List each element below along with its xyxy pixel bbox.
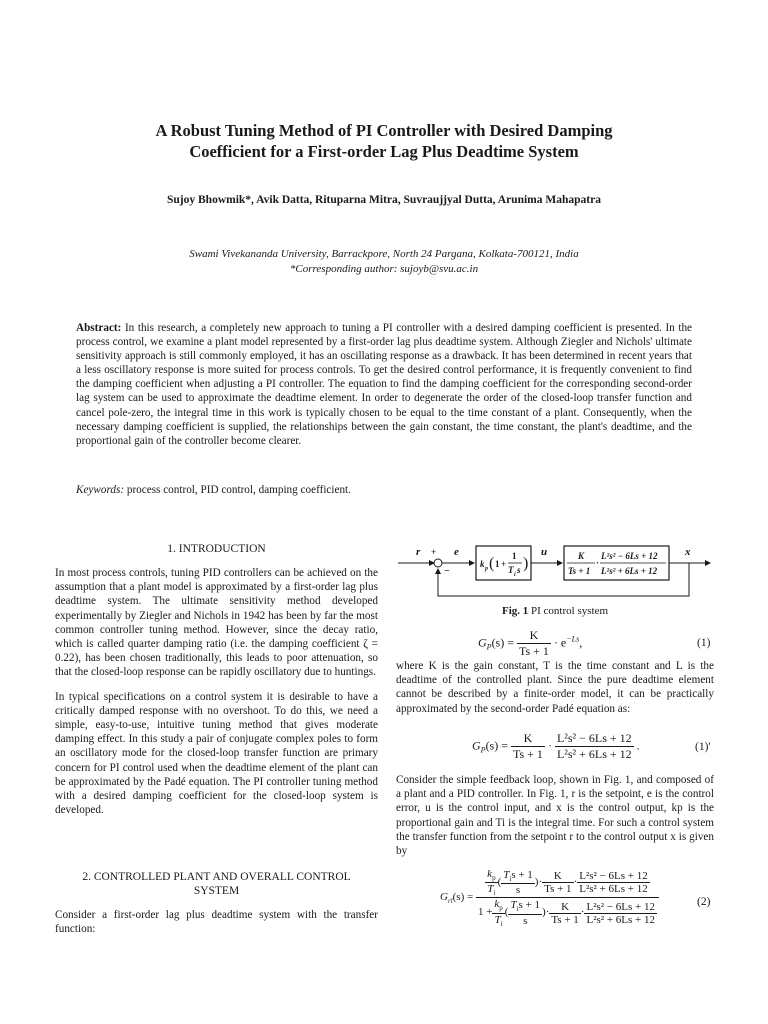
- pi-den-sub: i: [514, 572, 516, 578]
- eq2-den-pade-num: L²s² − 6Ls + 12: [586, 900, 655, 913]
- eq1p-fraction-1: [511, 731, 545, 762]
- eq2-den-k: K: [549, 901, 580, 914]
- pi-kp-sub: p: [485, 566, 488, 572]
- figure-label: Fig. 1: [501, 605, 529, 617]
- eq2-pade: [577, 870, 650, 895]
- eq2-lhs-sub: rl: [447, 896, 453, 905]
- eq2-arg: (s) =: [452, 890, 474, 903]
- eq1-lhs-sub: P: [486, 642, 492, 652]
- label-u: u: [541, 546, 548, 558]
- eq1-exp-sup: −Ls: [566, 634, 580, 644]
- plant-k: K: [578, 551, 585, 561]
- pi-den: T: [508, 565, 514, 575]
- eq2-den-kp-sub: p: [499, 904, 503, 913]
- eq1p-num2: L²s² − 6Ls + 12: [556, 731, 632, 745]
- eq1p-num1: K: [511, 731, 545, 747]
- eq1-tail: ,: [579, 635, 583, 650]
- title-line-1: A Robust Tuning Method of PI Controller with Desired Damping: [155, 121, 613, 140]
- eq2-kp-over-ti: [485, 868, 497, 897]
- paper-title: [60, 120, 708, 162]
- label-x: x: [685, 546, 691, 558]
- svg-text:·: ·: [596, 558, 600, 568]
- svg-text:(: (: [489, 555, 495, 572]
- eq1-number: (1): [697, 637, 711, 649]
- eq1-num: K: [517, 628, 551, 644]
- eq2-den-ti: T: [494, 913, 501, 926]
- eq2-kp: k: [487, 868, 493, 880]
- eq2-denominator: 1 + $\frac{k_p}{T_i}$ ( $\frac{T_is + 1}{s}$ )· $\frac{K}{Ts + 1}$ · $\frac{\text{L²s² − 6Ls + 12}}{\text{L²s² + 6Ls + 12}}$: [477, 898, 655, 928]
- eq1p-den2: L²s² + 6Ls + 12: [556, 747, 632, 761]
- eq2-number: (2): [697, 896, 711, 908]
- keywords-label: Keywords:: [76, 484, 125, 496]
- figure-caption-text: PI control system: [531, 605, 609, 617]
- eq2-den-paren-den: s: [523, 914, 528, 927]
- abstract-label: Abstract:: [76, 322, 122, 334]
- section-1-paragraph-1: In most process controls, tuning PID controllers can be achieved on the assumption that a plant model is approximated by a first-order lag plus deadtime system. The ultimate sensitivity method developed experimentally by Ziegler and Nichols in 1942 has been by far the most common controller tuning method. However, since the decay ratio, which is called quarter damping ratio (i.e. the damping coefficient ζ = 0.22), has been chosen traditionally, this leads to poor attenuation, so that the closed-loop response can be rapidly oscillatory due to huntings.: [55, 567, 378, 679]
- eq1-arg: (s) =: [491, 635, 514, 650]
- eq2-den-ts: Ts + 1: [551, 913, 579, 926]
- pi-control-block-diagram: [396, 538, 714, 602]
- title-line-2: Coefficient for a First-order Lag Plus Deadtime System: [189, 142, 579, 161]
- eq2-den-paren-t: T: [510, 899, 517, 912]
- svg-text:): ): [523, 555, 529, 572]
- eq1p-fraction-2: [555, 731, 634, 762]
- eq2-den-kp-over-ti: [492, 898, 504, 927]
- section-2-heading: [55, 870, 378, 898]
- eq1p-lhs-sub: P: [480, 745, 486, 755]
- section-2-paragraph-1: Consider a first-order lag plus deadtime system with the transfer function:: [55, 909, 378, 936]
- label-r: r: [416, 546, 421, 558]
- keywords: [76, 484, 692, 496]
- minus-sign: −: [444, 566, 450, 577]
- section-1-paragraph-2: In typical specifications on a control system it is desirable to have a critically damped response with no overshoot. To do this, we need a simple, easy-to-use, intuitive tuning method that gives moderate damping effect. In this study a pair of conjugate complex poles to form an oscillatory mode for the closed-loop transfer function are primary concern for PI control used when the deadtime element of the plant can be approximated by the Padé equation. The PI controller tuning method with a desired damping coefficient for the closed-loop system is developed.: [55, 690, 378, 817]
- eq2-den-pade: [584, 901, 657, 926]
- section-1-body: [55, 566, 378, 817]
- eq2-den-pade-den: L²s² + 6Ls + 12: [586, 913, 655, 926]
- abstract-text: In this research, a completely new approach to tuning a PI controller with a desired damping coefficient is presented. In the process control, we examine a plant model represented by a first-order lag plus deadtime system. Although Ziegler and Nichols' ultimate sensitivity approach is still commonly employed, it has an oscillating response as a drawback. It has been determined in recent years that a less oscillatory response is more suited for process controls. To get the desired control performance, it is frequently convenient to find the damping coefficient when adjusting a PI controller. The equation to find the damping coefficient for the corresponding second-order lag system can be used to approximate the deadtime element. In order to degenerate the order of the closed-loop transfer function and cancel pole-zero, the integral time in this work is typically chosen to be equal to the time constant of a plant. Consequently, when the necessary damping coefficient is supplied, the relationships between the gain constant, the time constant, the plant's deadtime, and the proportional gain of the controller become clearer.: [76, 322, 692, 447]
- eq1-lhs: G: [478, 635, 487, 650]
- eq1p-number: (1)': [695, 741, 711, 753]
- plus-sign: +: [431, 547, 437, 557]
- eq2-lhs: G: [440, 890, 448, 903]
- authors: Sujoy Bhowmik*, Avik Datta, Rituparna Mitra, Suvraujjyal Dutta, Arunima Mahapatra: [167, 194, 601, 206]
- eq2-paren-tail: s + 1: [511, 869, 533, 882]
- eq2-den-plant-k: [549, 901, 580, 926]
- pi-plus: +: [501, 559, 507, 569]
- label-e: e: [454, 546, 459, 558]
- plant-pade-num: L²s² − 6Ls + 12: [601, 551, 658, 561]
- eq1-exp: · e: [553, 635, 567, 650]
- pi-den-s: s: [517, 565, 521, 575]
- eq2-den-ti-sub: i: [500, 919, 503, 928]
- eq2-den-paren-tail: s + 1: [518, 899, 541, 912]
- affiliation-block: [60, 247, 708, 277]
- eq2-den-paren-t-sub: i: [516, 905, 519, 914]
- eq2-paren-den: s: [515, 884, 521, 897]
- eq2-k: K: [542, 870, 573, 883]
- section-2-heading-line-1: 2. CONTROLLED PLANT AND OVERALL CONTROL: [82, 871, 351, 883]
- eq1-fraction: [517, 628, 551, 659]
- section-2-heading-line-2: SYSTEM: [193, 885, 240, 897]
- eq2-ti-sub: i: [493, 889, 496, 898]
- eq2-kp-sub: p: [492, 874, 496, 883]
- eq2-den-kp: k: [494, 898, 500, 911]
- affiliation: Swami Vivekananda University, Barrackpore, North 24 Pargana, Kolkata-700121, India: [189, 248, 579, 260]
- eq1p-arg: (s) =: [485, 738, 508, 753]
- equation-2: [440, 868, 659, 928]
- eq2-plant-k: [542, 870, 573, 895]
- eq2-numerator: $\frac{k_p}{T_i}$ ( $\frac{T_is + 1}{s}$ )· $\frac{K}{Ts + 1}$ · $\frac{\text{L²s² − 6Ls + 12}}{\text{L²s² + 6Ls + 12}}$: [476, 868, 659, 898]
- eq2-pade-den: L²s² + 6Ls + 12: [579, 883, 648, 896]
- eq1p-den1: Ts + 1: [513, 747, 543, 761]
- paragraph-after-eq1-prime: Consider the simple feedback loop, shown in Fig. 1, and composed of a plant and a PID controller. In Fig. 1, r is the setpoint, e is the control error, u is the control input, and x is the control output, kp is the proportional gain and Ti is the integral time. For such a control system the transfer function from the setpoint r to the control output x is given by: [396, 774, 714, 858]
- eq2-paren-t-sub: i: [509, 875, 512, 884]
- pi-one: 1: [495, 559, 500, 569]
- abstract: [76, 321, 692, 448]
- keywords-text: process control, PID control, damping coefficient.: [126, 484, 351, 496]
- eq2-paren-fraction: [501, 869, 535, 896]
- summing-junction: [434, 559, 442, 567]
- eq1-den: Ts + 1: [519, 644, 549, 658]
- eq2-ti: T: [487, 883, 494, 896]
- eq2-pade-num: L²s² − 6Ls + 12: [579, 870, 648, 883]
- eq1p-lhs: G: [472, 738, 481, 753]
- eq2-ts: Ts + 1: [544, 883, 572, 896]
- eq2-paren-t: T: [503, 869, 510, 882]
- eq2-one-plus: 1 +: [477, 906, 493, 919]
- figure-1-caption: [396, 605, 714, 617]
- paragraph-after-eq1: where K is the gain constant, T is the time constant and L is the deadtime of the controlled plant. Since the pure deadtime element cannot be described by a finite-order model, it can be practically approximated by the second-order Padé equation as:: [396, 660, 714, 715]
- plant-ts: Ts + 1: [568, 566, 591, 576]
- plant-pade-den: L²s² + 6Ls + 12: [601, 566, 658, 576]
- equation-1: [478, 628, 582, 659]
- eq2-main-fraction: [476, 868, 659, 928]
- corresponding-author: *Corresponding author: sujoyb@svu.ac.in: [289, 263, 479, 275]
- section-1-heading: 1. INTRODUCTION: [167, 543, 266, 555]
- pi-num: 1: [512, 551, 517, 561]
- equation-1-prime: $G_P(s)$ = $\frac{K}{Ts + 1}$ · $\frac{\text{L²s² − 6Ls + 12}}{\text{L²s² + 6Ls + 12}}$ .: [472, 731, 640, 761]
- eq2-den-paren-fraction: [508, 899, 542, 926]
- pi-kp: k: [480, 559, 485, 569]
